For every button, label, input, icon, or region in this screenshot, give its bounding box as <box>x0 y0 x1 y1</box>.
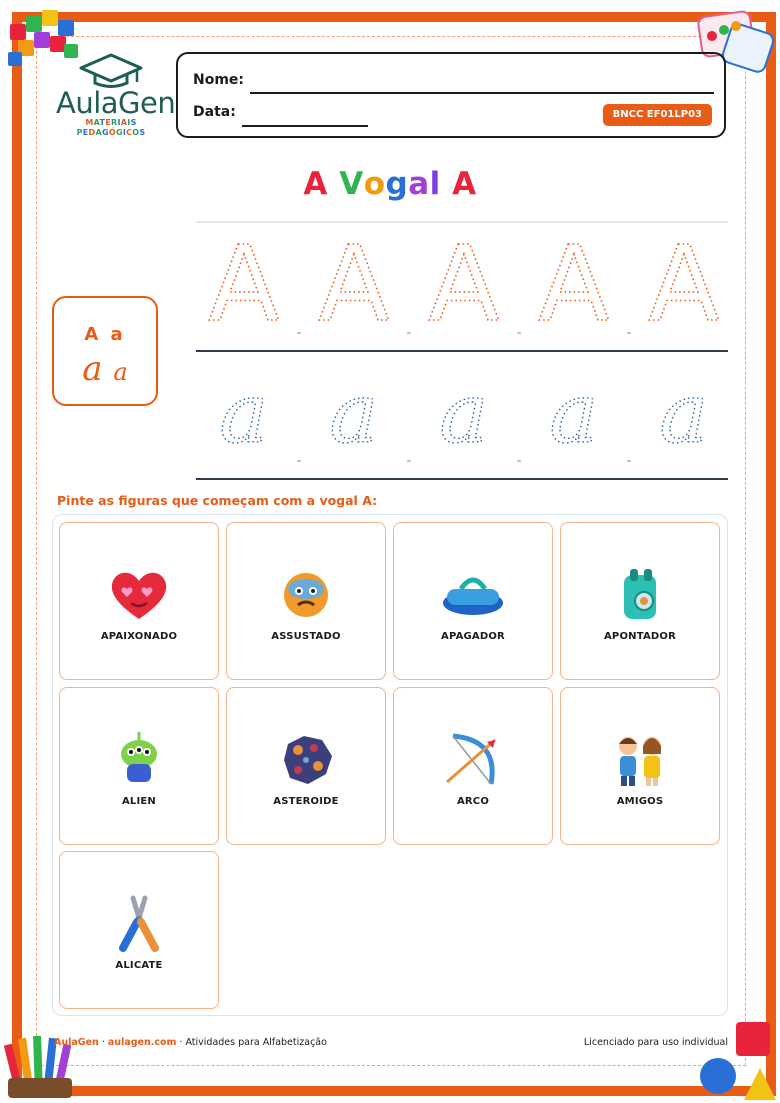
aulagen-logo <box>56 52 176 144</box>
picture-card[interactable] <box>59 851 219 1009</box>
picture-card[interactable] <box>226 522 386 680</box>
student-info-box <box>176 52 726 138</box>
trace-uppercase-letter: A <box>208 223 280 345</box>
asteroid-icon <box>274 730 338 788</box>
graduation-cap-icon <box>79 52 143 90</box>
footer-brand: AulaGen <box>54 1037 99 1048</box>
title-letter: A <box>303 166 328 202</box>
picture-card[interactable] <box>560 522 720 680</box>
picture-card[interactable] <box>393 687 553 845</box>
picture-word: ASTEROIDE <box>273 796 339 807</box>
logo-subtitle: MATERIAIS PEDAGÓGICOS <box>76 118 146 137</box>
eraser-icon <box>441 565 505 623</box>
name-field[interactable] <box>250 92 714 94</box>
cursive-letters <box>54 349 156 392</box>
picture-word: APAGADOR <box>441 631 505 642</box>
title-letter: g <box>385 166 409 202</box>
bow-and-arrow-icon <box>441 730 505 788</box>
date-field[interactable] <box>242 125 368 127</box>
picture-word: ARCO <box>456 796 490 807</box>
pencil-sharpener-icon <box>608 565 672 623</box>
title-letter: o <box>363 166 386 202</box>
letter-reference-box <box>52 296 158 406</box>
picture-card[interactable] <box>59 522 219 680</box>
picture-word: ALICATE <box>115 960 163 971</box>
picture-word: APONTADOR <box>603 631 677 642</box>
title-letter: V <box>339 166 364 202</box>
shapes-blocks-icon <box>690 1018 778 1102</box>
picture-word: APAIXONADO <box>100 631 178 642</box>
alien-icon <box>107 730 171 788</box>
title-letter <box>328 166 339 202</box>
footer-license: Licenciado para uso individual <box>583 1037 728 1048</box>
cursive-upper: a <box>82 349 103 389</box>
bncc-badge: BNCC EF01LP03 <box>603 104 712 126</box>
picture-word: ALIEN <box>121 796 157 807</box>
friends-icon <box>608 730 672 788</box>
page-title <box>0 166 780 202</box>
footer-tagline: Atividades para Alfabetização <box>185 1037 327 1048</box>
picture-card[interactable] <box>393 522 553 680</box>
trace-uppercase-letter: A <box>648 223 720 345</box>
scared-face-icon <box>274 565 338 623</box>
trace-lowercase-letter: a <box>659 367 709 462</box>
title-letter: a <box>408 166 430 202</box>
date-label: Data: <box>193 104 236 120</box>
trace-lowercase-letter: a <box>219 367 269 462</box>
tracing-lines[interactable] <box>196 220 728 482</box>
title-letter <box>441 166 452 202</box>
picture-card[interactable] <box>226 687 386 845</box>
logo-name: AulaGen <box>56 86 176 120</box>
heart-eyes-icon <box>107 565 171 623</box>
footer-credits: AulaGen · aulagen.com · Atividades para Alfabetização <box>54 1037 327 1048</box>
trace-lowercase-letter: a <box>549 367 599 462</box>
picture-card[interactable] <box>59 687 219 845</box>
trace-uppercase-letter: A <box>538 223 610 345</box>
activity-instruction: Pinte as figuras que começam com a vogal A: <box>57 493 378 508</box>
picture-word: AMIGOS <box>616 796 664 807</box>
name-label: Nome: <box>193 72 245 88</box>
print-letters: A a <box>84 324 126 345</box>
tracing-area[interactable] <box>196 220 728 482</box>
pictures-grid <box>52 514 728 1016</box>
picture-word: ASSUSTADO <box>271 631 341 642</box>
trace-uppercase-letter: A <box>318 223 390 345</box>
picture-card[interactable] <box>560 687 720 845</box>
title-letter: A <box>452 166 477 202</box>
footer-site-link[interactable]: aulagen.com <box>107 1037 177 1048</box>
trace-uppercase-letter: A <box>428 223 500 345</box>
cursive-lower: a <box>113 358 128 386</box>
title-letter: l <box>429 166 441 202</box>
trace-lowercase-letter: a <box>439 367 489 462</box>
pliers-icon <box>107 894 171 952</box>
trace-lowercase-letter: a <box>329 367 379 462</box>
